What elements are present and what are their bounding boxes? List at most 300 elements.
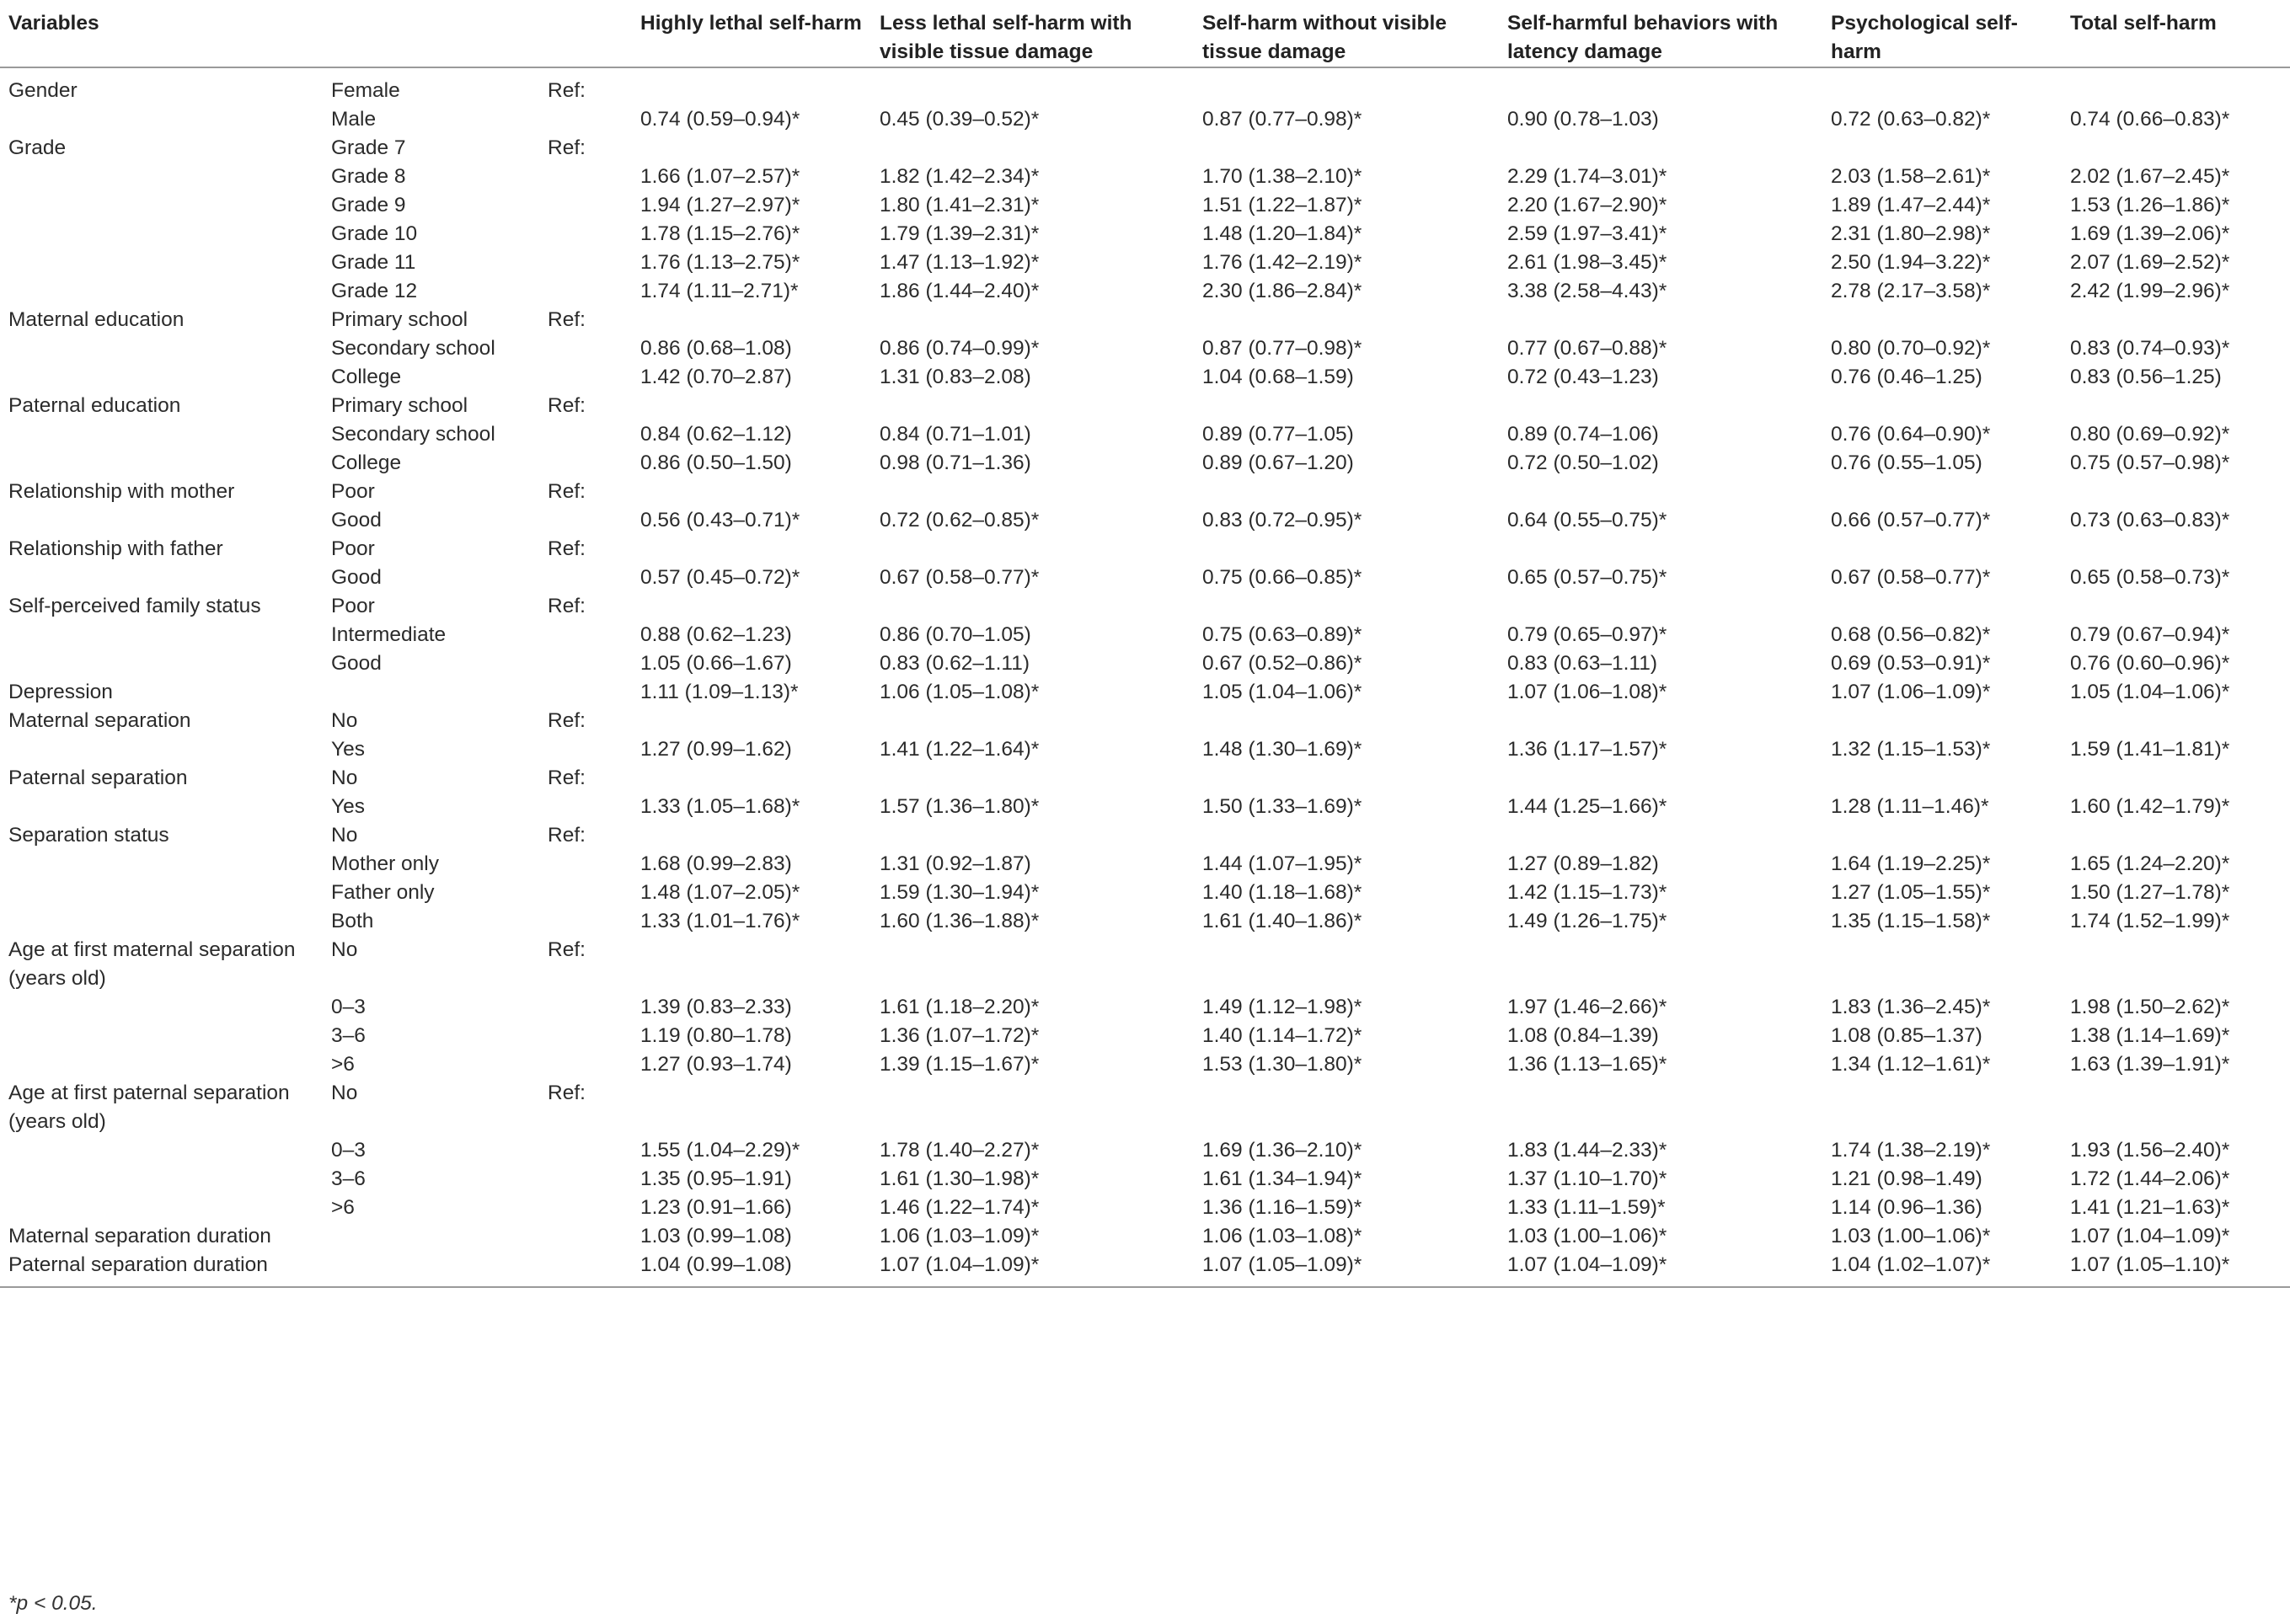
value-cell: [1499, 764, 1822, 793]
variable-cell: Gender: [8, 79, 78, 102]
value-cell: [2062, 592, 2290, 621]
ref-cell: Ref:: [548, 136, 586, 159]
category-cell: Good: [331, 509, 382, 532]
value-cell: [871, 392, 1194, 420]
ref-cell: [539, 1050, 632, 1079]
value-cell: [1194, 478, 1499, 506]
value-cell: 0.66 (0.57–0.77)*: [1831, 509, 1991, 532]
value-cell: [1499, 535, 1822, 564]
value-cell: 1.21 (0.98–1.49): [1831, 1167, 1982, 1190]
category-cell: Primary school: [331, 394, 468, 417]
table-row: [0, 735, 2290, 764]
table-row: [0, 1165, 2290, 1194]
value-cell: 1.66 (1.07–2.57)*: [640, 165, 800, 188]
category-cell: Female: [331, 79, 400, 102]
value-cell: 1.31 (0.92–1.87): [880, 852, 1031, 875]
value-cell: 1.06 (1.05–1.08)*: [880, 681, 1040, 703]
value-cell: [1194, 306, 1499, 334]
category-cell: 0–3: [331, 996, 366, 1018]
value-cell: 1.38 (1.14–1.69)*: [2070, 1024, 2230, 1047]
value-cell: [632, 478, 871, 506]
value-cell: [1499, 592, 1822, 621]
value-cell: 1.78 (1.40–2.27)*: [880, 1139, 1040, 1162]
ref-cell: Ref:: [548, 79, 586, 102]
ref-cell: [539, 506, 632, 535]
value-cell: 0.89 (0.77–1.05): [1202, 423, 1354, 446]
value-cell: [1194, 707, 1499, 735]
value-cell: 0.72 (0.62–0.85)*: [880, 509, 1040, 532]
category-cell: Yes: [331, 795, 365, 818]
value-cell: [1499, 1079, 1822, 1136]
value-cell: 2.61 (1.98–3.45)*: [1507, 251, 1667, 274]
value-cell: 1.48 (1.07–2.05)*: [640, 881, 800, 904]
value-cell: 3.38 (2.58–4.43)*: [1507, 280, 1667, 302]
value-cell: [632, 936, 871, 993]
value-cell: 1.39 (1.15–1.67)*: [880, 1053, 1040, 1076]
value-cell: [1499, 134, 1822, 163]
column-header-6: Self-harmful behaviors with latency damage: [1499, 0, 1822, 67]
table-body: [0, 67, 2290, 1287]
value-cell: 1.53 (1.30–1.80)*: [1202, 1053, 1362, 1076]
value-cell: [2062, 936, 2290, 993]
value-cell: [871, 764, 1194, 793]
table-row: [0, 1022, 2290, 1050]
ref-cell: Ref:: [548, 938, 586, 961]
category-cell: Male: [331, 108, 377, 131]
ref-cell: Ref:: [548, 1082, 586, 1104]
value-cell: [2062, 1079, 2290, 1136]
table-row: [0, 564, 2290, 592]
value-cell: 1.65 (1.24–2.20)*: [2070, 852, 2230, 875]
value-cell: 0.73 (0.63–0.83)*: [2070, 509, 2230, 532]
value-cell: 1.07 (1.04–1.09)*: [871, 1251, 1194, 1287]
value-cell: 0.67 (0.58–0.77)*: [1831, 566, 1991, 589]
value-cell: 2.03 (1.58–2.61)*: [1831, 165, 1991, 188]
category-cell: Good: [331, 652, 382, 675]
value-cell: 1.04 (1.02–1.07)*: [1822, 1251, 2062, 1287]
variable-cell: Paternal separation: [8, 767, 188, 789]
value-cell: [1499, 936, 1822, 993]
variable-cell: [0, 850, 323, 879]
value-cell: 1.50 (1.33–1.69)*: [1202, 795, 1362, 818]
value-cell: 2.78 (2.17–3.58)*: [1831, 280, 1991, 302]
category-cell: Grade 7: [331, 136, 406, 159]
value-cell: 1.48 (1.20–1.84)*: [1202, 222, 1362, 245]
category-cell: Good: [331, 566, 382, 589]
column-header-4: Less lethal self-harm with visible tissue damage: [871, 0, 1194, 67]
ref-cell: [539, 1136, 632, 1165]
table-row: [0, 649, 2290, 678]
category-cell: Grade 12: [331, 280, 418, 302]
table-row: [0, 678, 2290, 707]
value-cell: 0.75 (0.66–0.85)*: [1202, 566, 1362, 589]
header-row: [0, 0, 2290, 67]
value-cell: [1499, 707, 1822, 735]
category-cell: Yes: [331, 738, 365, 761]
column-header-8: Total self-harm: [2062, 0, 2290, 67]
value-cell: 1.76 (1.13–2.75)*: [640, 251, 800, 274]
category-cell: Secondary school: [331, 423, 495, 446]
variable-cell: Self-perceived family status: [8, 595, 261, 617]
category-cell: Poor: [331, 595, 375, 617]
value-cell: 0.83 (0.74–0.93)*: [2070, 337, 2230, 360]
value-cell: 0.87 (0.77–0.98)*: [1202, 337, 1362, 360]
value-cell: 0.56 (0.43–0.71)*: [640, 509, 800, 532]
value-cell: 1.46 (1.22–1.74)*: [880, 1196, 1040, 1219]
variable-cell: Depression: [8, 681, 113, 703]
table-row: [0, 1194, 2290, 1222]
table-row: [0, 1251, 2290, 1287]
value-cell: [1499, 67, 1822, 105]
variable-cell: [0, 907, 323, 936]
value-cell: [632, 592, 871, 621]
category-cell: Poor: [331, 537, 375, 560]
table-row: [0, 707, 2290, 735]
value-cell: [1822, 478, 2062, 506]
table-row: [0, 535, 2290, 564]
category-cell: >6: [331, 1053, 355, 1076]
value-cell: [1822, 535, 2062, 564]
ref-cell: [539, 334, 632, 363]
value-cell: [632, 67, 871, 105]
value-cell: 1.36 (1.13–1.65)*: [1507, 1053, 1667, 1076]
ref-cell: Ref:: [548, 308, 586, 331]
value-cell: 1.40 (1.18–1.68)*: [1202, 881, 1362, 904]
value-cell: [871, 535, 1194, 564]
table-row: [0, 879, 2290, 907]
table-row: [0, 1136, 2290, 1165]
value-cell: [1194, 134, 1499, 163]
value-cell: 2.31 (1.80–2.98)*: [1831, 222, 1991, 245]
value-cell: [632, 392, 871, 420]
value-cell: 1.64 (1.19–2.25)*: [1831, 852, 1991, 875]
value-cell: [1194, 392, 1499, 420]
column-header-2: [539, 0, 632, 67]
category-cell: College: [331, 366, 402, 388]
value-cell: 2.07 (1.69–2.52)*: [2070, 251, 2230, 274]
value-cell: [1822, 306, 2062, 334]
variable-cell: Paternal separation duration: [0, 1251, 323, 1287]
value-cell: 1.74 (1.11–2.71)*: [640, 280, 799, 302]
ref-cell: [539, 649, 632, 678]
variable-cell: [0, 248, 323, 277]
table-row: [0, 1079, 2290, 1136]
variable-cell: Relationship with father: [8, 537, 223, 560]
category-cell: Grade 8: [331, 165, 406, 188]
value-cell: 1.36 (1.16–1.59)*: [1202, 1196, 1362, 1219]
value-cell: 0.69 (0.53–0.91)*: [1831, 652, 1991, 675]
variable-cell: [0, 449, 323, 478]
value-cell: 1.04 (0.68–1.59): [1202, 366, 1354, 388]
variable-cell: Maternal separation duration: [8, 1225, 271, 1247]
value-cell: 1.49 (1.12–1.98)*: [1202, 996, 1362, 1018]
category-cell: [323, 1251, 539, 1287]
value-cell: 1.61 (1.40–1.86)*: [1202, 910, 1362, 932]
category-cell: [323, 678, 539, 707]
variable-cell: [0, 1194, 323, 1222]
value-cell: 2.30 (1.86–2.84)*: [1202, 280, 1362, 302]
category-cell: Both: [331, 910, 374, 932]
value-cell: [632, 764, 871, 793]
value-cell: [2062, 478, 2290, 506]
value-cell: 1.86 (1.44–2.40)*: [880, 280, 1040, 302]
variable-cell: [0, 1050, 323, 1079]
value-cell: [871, 67, 1194, 105]
variable-cell: [0, 420, 323, 449]
variable-cell: [0, 993, 323, 1022]
value-cell: 0.74 (0.66–0.83)*: [2070, 108, 2230, 131]
value-cell: [2062, 67, 2290, 105]
value-cell: 1.08 (0.84–1.39): [1507, 1024, 1659, 1047]
value-cell: [871, 821, 1194, 850]
value-cell: [1822, 134, 2062, 163]
category-cell: >6: [331, 1196, 355, 1219]
value-cell: [1822, 1079, 2062, 1136]
table-row: [0, 248, 2290, 277]
table-row: [0, 220, 2290, 248]
ref-cell: [539, 277, 632, 306]
value-cell: 1.61 (1.30–1.98)*: [880, 1167, 1040, 1190]
column-header-7: Psychological self-harm: [1822, 0, 2062, 67]
column-header-5: Self-harm without visible tissue damage: [1194, 0, 1499, 67]
table-row: [0, 993, 2290, 1022]
variable-cell: Age at first maternal separation (years old): [8, 938, 296, 990]
table-row: [0, 764, 2290, 793]
value-cell: [1499, 306, 1822, 334]
value-cell: 1.32 (1.15–1.53)*: [1831, 738, 1991, 761]
table-row: [0, 392, 2290, 420]
value-cell: 0.65 (0.57–0.75)*: [1507, 566, 1667, 589]
variable-cell: [0, 191, 323, 220]
value-cell: 1.40 (1.14–1.72)*: [1202, 1024, 1362, 1047]
value-cell: [1822, 821, 2062, 850]
ref-cell: [539, 220, 632, 248]
value-cell: [2062, 821, 2290, 850]
category-cell: 0–3: [331, 1139, 366, 1162]
value-cell: 0.79 (0.67–0.94)*: [2070, 623, 2230, 646]
value-cell: 0.57 (0.45–0.72)*: [640, 566, 800, 589]
value-cell: [1194, 764, 1499, 793]
category-cell: 3–6: [331, 1024, 366, 1047]
footnote: *p < 0.05.: [8, 1592, 98, 1615]
value-cell: 1.08 (0.85–1.37): [1831, 1024, 1982, 1047]
value-cell: 1.11 (1.09–1.13)*: [640, 681, 799, 703]
ref-cell: [539, 449, 632, 478]
ref-cell: Ref:: [548, 537, 586, 560]
category-cell: Grade 10: [331, 222, 418, 245]
value-cell: 0.84 (0.62–1.12): [640, 423, 792, 446]
value-cell: 0.45 (0.39–0.52)*: [880, 108, 1040, 131]
variable-cell: [0, 105, 323, 134]
column-header-1: [323, 0, 539, 67]
value-cell: 1.76 (1.42–2.19)*: [1202, 251, 1362, 274]
value-cell: 1.53 (1.26–1.86)*: [2070, 194, 2230, 216]
table-row: [0, 363, 2290, 392]
value-cell: 2.59 (1.97–3.41)*: [1507, 222, 1667, 245]
category-cell: Secondary school: [331, 337, 495, 360]
value-cell: 1.27 (0.93–1.74): [640, 1053, 792, 1076]
value-cell: [871, 1079, 1194, 1136]
category-cell: [323, 1222, 539, 1251]
value-cell: 1.57 (1.36–1.80)*: [880, 795, 1040, 818]
value-cell: 1.47 (1.13–1.92)*: [880, 251, 1040, 274]
value-cell: 0.89 (0.67–1.20): [1202, 451, 1354, 474]
value-cell: 1.14 (0.96–1.36): [1831, 1196, 1982, 1219]
value-cell: 1.83 (1.44–2.33)*: [1507, 1139, 1667, 1162]
value-cell: 1.55 (1.04–2.29)*: [640, 1139, 800, 1162]
value-cell: 1.74 (1.38–2.19)*: [1831, 1139, 1991, 1162]
value-cell: 1.61 (1.18–2.20)*: [880, 996, 1040, 1018]
ref-cell: [539, 191, 632, 220]
ref-cell: [539, 1194, 632, 1222]
variable-cell: [0, 506, 323, 535]
value-cell: 0.83 (0.72–0.95)*: [1202, 509, 1362, 532]
value-cell: 0.72 (0.63–0.82)*: [1831, 108, 1991, 131]
value-cell: 0.84 (0.71–1.01): [880, 423, 1031, 446]
variable-cell: [0, 735, 323, 764]
value-cell: 1.44 (1.25–1.66)*: [1507, 795, 1667, 818]
value-cell: [2062, 707, 2290, 735]
value-cell: 1.23 (0.91–1.66): [640, 1196, 792, 1219]
variable-cell: Grade: [8, 136, 67, 159]
value-cell: 1.93 (1.56–2.40)*: [2070, 1139, 2230, 1162]
category-cell: No: [331, 824, 358, 847]
ref-cell: [539, 850, 632, 879]
value-cell: [871, 134, 1194, 163]
value-cell: [1822, 936, 2062, 993]
category-cell: No: [331, 938, 358, 961]
value-cell: [2062, 306, 2290, 334]
value-cell: 1.70 (1.38–2.10)*: [1202, 165, 1362, 188]
value-cell: [1499, 392, 1822, 420]
value-cell: 1.80 (1.41–2.31)*: [880, 194, 1040, 216]
variable-cell: [0, 793, 323, 821]
value-cell: 1.83 (1.36–2.45)*: [1831, 996, 1991, 1018]
table-row: [0, 67, 2290, 105]
category-cell: No: [331, 709, 358, 732]
ref-cell: Ref:: [548, 709, 586, 732]
value-cell: 0.83 (0.63–1.11): [1507, 652, 1657, 675]
variable-cell: Relationship with mother: [8, 480, 235, 503]
value-cell: 1.06 (1.03–1.08)*: [1202, 1225, 1362, 1247]
table-row: [0, 1222, 2290, 1251]
value-cell: 0.75 (0.57–0.98)*: [2070, 451, 2230, 474]
value-cell: 0.86 (0.68–1.08): [640, 337, 792, 360]
value-cell: 0.76 (0.60–0.96)*: [2070, 652, 2230, 675]
value-cell: 1.49 (1.26–1.75)*: [1507, 910, 1667, 932]
ref-cell: [539, 163, 632, 191]
ref-cell: [539, 564, 632, 592]
ref-cell: Ref:: [548, 824, 586, 847]
value-cell: [2062, 392, 2290, 420]
value-cell: 1.27 (0.99–1.62): [640, 738, 792, 761]
value-cell: 1.39 (0.83–2.33): [640, 996, 792, 1018]
variable-cell: Paternal education: [8, 394, 181, 417]
value-cell: 1.27 (0.89–1.82): [1507, 852, 1659, 875]
value-cell: 0.83 (0.56–1.25): [2070, 366, 2222, 388]
value-cell: 1.05 (1.04–1.06)*: [1202, 681, 1362, 703]
variable-cell: Separation status: [8, 824, 169, 847]
value-cell: [1194, 535, 1499, 564]
table-row: [0, 306, 2290, 334]
variable-cell: [0, 1136, 323, 1165]
table-row: [0, 793, 2290, 821]
value-cell: 1.51 (1.22–1.87)*: [1202, 194, 1362, 216]
value-cell: 1.36 (1.07–1.72)*: [880, 1024, 1040, 1047]
ref-cell: [539, 1222, 632, 1251]
variable-cell: Age at first paternal separation (years old): [8, 1082, 290, 1133]
value-cell: 0.74 (0.59–0.94)*: [640, 108, 800, 131]
ref-cell: [539, 363, 632, 392]
value-cell: 1.19 (0.80–1.78): [640, 1024, 792, 1047]
variable-cell: [0, 163, 323, 191]
value-cell: [632, 535, 871, 564]
column-header-0: Variables: [0, 0, 323, 67]
category-cell: Grade 9: [331, 194, 406, 216]
table-row: [0, 478, 2290, 506]
value-cell: 1.50 (1.27–1.78)*: [2070, 881, 2230, 904]
ref-cell: [539, 1022, 632, 1050]
value-cell: 1.28 (1.11–1.46)*: [1831, 795, 1989, 818]
value-cell: 0.89 (0.74–1.06): [1507, 423, 1659, 446]
value-cell: [1194, 821, 1499, 850]
table-row: [0, 277, 2290, 306]
value-cell: 0.64 (0.55–0.75)*: [1507, 509, 1667, 532]
value-cell: 1.35 (0.95–1.91): [640, 1167, 792, 1190]
value-cell: 0.80 (0.70–0.92)*: [1831, 337, 1991, 360]
value-cell: [1194, 1079, 1499, 1136]
value-cell: 0.67 (0.52–0.86)*: [1202, 652, 1362, 675]
category-cell: No: [331, 767, 358, 789]
category-cell: College: [331, 451, 402, 474]
table-row: [0, 592, 2290, 621]
ref-cell: [539, 105, 632, 134]
ref-cell: [539, 1251, 632, 1287]
variable-cell: [0, 363, 323, 392]
value-cell: 0.76 (0.55–1.05): [1831, 451, 1982, 474]
category-cell: 3–6: [331, 1167, 366, 1190]
value-cell: 1.03 (0.99–1.08): [640, 1225, 792, 1247]
value-cell: 0.72 (0.50–1.02): [1507, 451, 1659, 474]
value-cell: 1.98 (1.50–2.62)*: [2070, 996, 2230, 1018]
value-cell: 1.04 (0.99–1.08): [632, 1251, 871, 1287]
value-cell: 1.37 (1.10–1.70)*: [1507, 1167, 1667, 1190]
ref-cell: [539, 993, 632, 1022]
value-cell: 1.68 (0.99–2.83): [640, 852, 792, 875]
value-cell: 1.82 (1.42–2.34)*: [880, 165, 1040, 188]
value-cell: 1.34 (1.12–1.61)*: [1831, 1053, 1991, 1076]
value-cell: 1.05 (1.04–1.06)*: [2070, 681, 2230, 703]
variable-cell: [0, 277, 323, 306]
variable-cell: [0, 1165, 323, 1194]
value-cell: 0.86 (0.50–1.50): [640, 451, 792, 474]
value-cell: 0.76 (0.46–1.25): [1831, 366, 1982, 388]
variable-cell: [0, 879, 323, 907]
value-cell: 0.68 (0.56–0.82)*: [1831, 623, 1991, 646]
value-cell: [1822, 392, 2062, 420]
variable-cell: [0, 334, 323, 363]
value-cell: 0.65 (0.58–0.73)*: [2070, 566, 2230, 589]
value-cell: 2.29 (1.74–3.01)*: [1507, 165, 1667, 188]
value-cell: 1.94 (1.27–2.97)*: [640, 194, 800, 216]
ref-cell: [539, 879, 632, 907]
table-row: [0, 191, 2290, 220]
table-row: [0, 134, 2290, 163]
value-cell: 1.07 (1.05–1.10)*: [2062, 1251, 2290, 1287]
value-cell: [632, 306, 871, 334]
value-cell: 0.83 (0.62–1.11): [880, 652, 1030, 675]
value-cell: 0.77 (0.67–0.88)*: [1507, 337, 1667, 360]
